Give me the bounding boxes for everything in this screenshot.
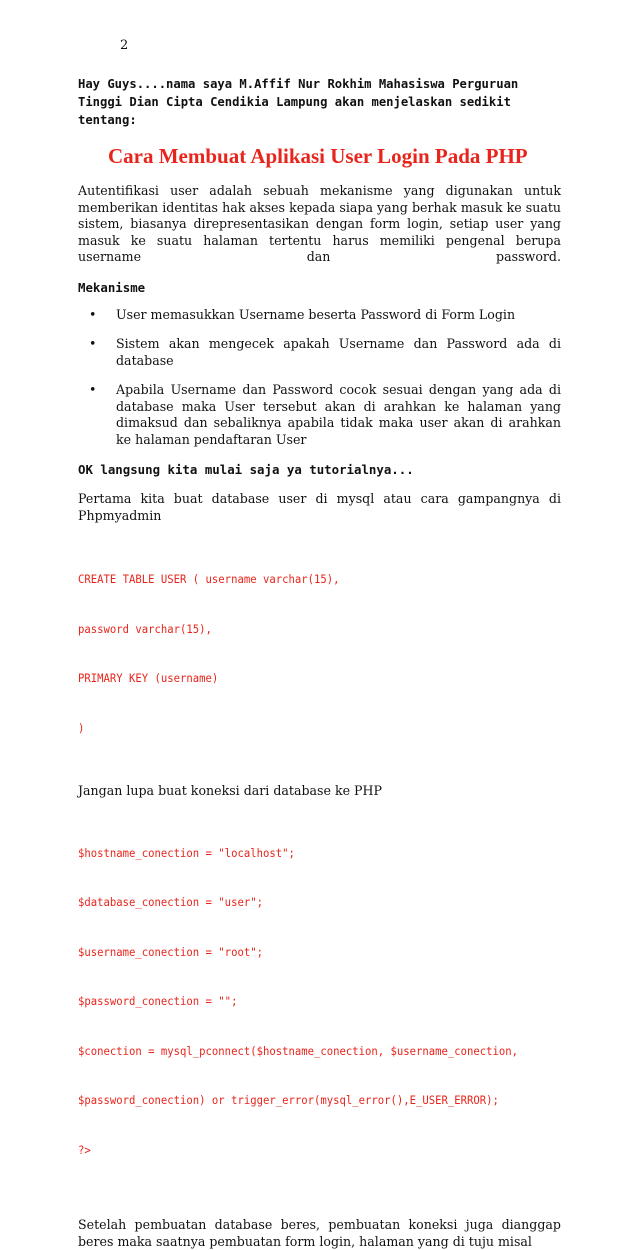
intro-text: Hay Guys....nama saya M.Affif Nur Rokhim Mahasiswa Perguruan Tinggi Dian Cipta Cendikia Lampung akan menjelaskan sedikit tentang: (78, 77, 519, 127)
code-line: $password_conection = ""; (78, 994, 238, 1008)
code-line: $hostname_conection = "localhost"; (78, 845, 295, 860)
paragraph-authentication: Autentifikasi user adalah sebuah mekanisme yang digunakan untuk memberikan identitas hak akses kepada siapa yang berhak masuk ke suatu sistem, biasanya direpresentasikan dengan form login, setiap user yang masuk ke suatu halaman tertentu harus memiliki pengenal berupa username dan password. (78, 183, 561, 264)
list-item: • User memasukkan Username beserta Password di Form Login (116, 307, 561, 324)
code-line: CREATE TABLE USER ( username varchar(15), (78, 572, 340, 586)
code-line: $database_conection = "user"; (78, 895, 263, 909)
code-line: $password_conection) or trigger_error(mysql_error(),E_USER_ERROR); (78, 1093, 499, 1107)
paragraph-form-login: Setelah pembuatan database beres, pembuatan koneksi juga dianggap beres maka saatnya pembuatan form login, halaman yang di tuju misal (78, 1217, 561, 1249)
sql-code-block (78, 538, 527, 769)
mechanism-list (78, 307, 561, 449)
document-title: Cara Membuat Aplikasi User Login Pada PHP (108, 144, 528, 168)
paragraph-database: Pertama kita buat database user di mysql atau cara gampangnya di Phpmyadmin (78, 491, 561, 523)
code-line: ) (78, 720, 85, 735)
code-line: ?> (78, 1142, 91, 1157)
code-line: password varchar(15), (78, 621, 212, 636)
code-line: $conection = mysql_pconnect($hostname_conection, $username_conection, (78, 1043, 519, 1058)
page-number: 2 (120, 38, 129, 53)
code-line: $username_conection = "root"; (78, 944, 263, 959)
mechanism-heading: Mekanisme (78, 279, 146, 295)
paragraph-connection: Jangan lupa buat koneksi dari database ke PHP (78, 783, 382, 798)
list-item: • Apabila Username dan Password cocok sesuai dengan yang ada di database maka User tersebut akan di arahkan ke halaman yang dimaksud dan sebaliknya apabila tidak maka user akan di arahkan ke halaman pendaftaran User (116, 382, 561, 448)
php-code-block (78, 812, 527, 1192)
tutorial-subheading: OK langsung kita mulai saja ya tutorialnya... (78, 462, 414, 477)
code-line: PRIMARY KEY (username) (78, 671, 219, 685)
list-item: • Sistem akan mengecek apakah Username dan Password ada di database (116, 336, 561, 369)
